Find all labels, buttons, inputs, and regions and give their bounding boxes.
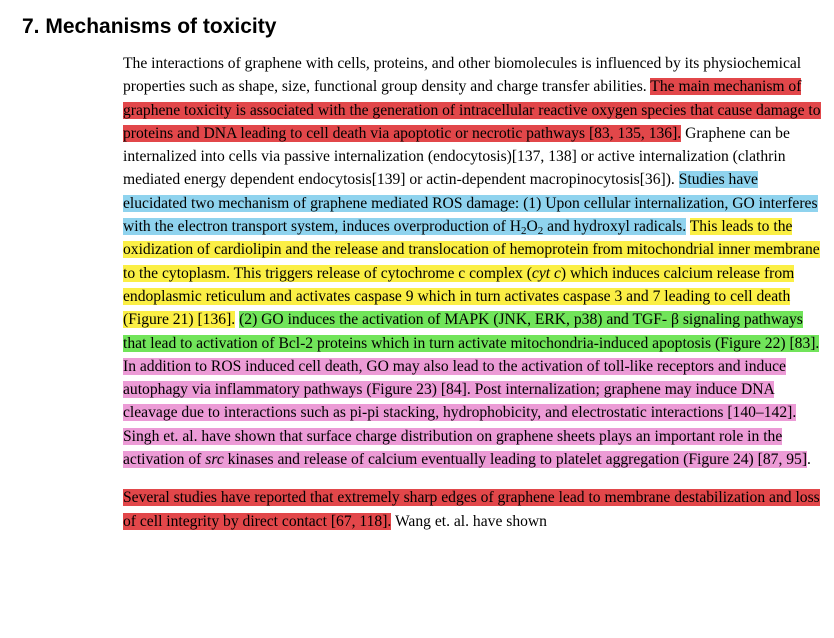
sentence-wang: Wang et. al. have shown bbox=[391, 512, 547, 530]
text-fragment: ) which induces calcium release from endoplasmic reticulum and activates caspase 9 which in turn activates caspase 3 and 7 leading to cell death (Figure 21) [136]. bbox=[123, 264, 795, 329]
highlight-red-ros-mechanism: The main mechanism of graphene toxicity is associated with the generation of intracellular reactive oxygen species that cause damage to proteins and DNA leading to cell death via apoptotic or necrotic pathways [83, 135, 136]. bbox=[123, 78, 821, 142]
sentence-internalization: Graphene can be internalized into cells via passive internalization (endocytosis)[137, 138] or active internalization (clathrin mediated energy dependent endocytosis[139] or actin-dependent macropinocytosis[36]). bbox=[123, 124, 790, 189]
sentence-end: . bbox=[807, 451, 811, 469]
highlight-red-sharp-edges: Several studies have reported that extremely sharp edges of graphene lead to membrane destabilization and loss of cell integrity by direct contact [67, 118]. bbox=[123, 489, 820, 530]
sentence-properties: The interactions of graphene with cells, proteins, and other biomolecules is influenced by its physiochemical properties such as shape, size, functional group density and charge transfer abilities. bbox=[123, 55, 802, 96]
text-fragment: Studies have elucidated two mechanism of graphene mediated ROS damage: (1) Upon cellular internalization, GO interferes with the electron transport system, induces overproduction of H bbox=[123, 171, 818, 236]
text-fragment: and hydroxyl radicals. bbox=[543, 218, 687, 236]
italic-term: src bbox=[205, 451, 224, 469]
text-fragment: kinases and release of calcium eventually leading to platelet aggregation (Figure 24) [87, 95] bbox=[223, 451, 808, 469]
text-fragment: This leads to the oxidization of cardiolipin and the release and translocation of hemoprotein from mitochondrial inner membrane to the cytoplasm. This triggers release of cytochrome c complex ( bbox=[123, 218, 820, 282]
highlight-green-mapk: (2) GO induces the activation of MAPK (JNK, ERK, p38) and TGF- β signaling pathways that lead to activation of Bcl-2 proteins which in turn activate mitochondria-induced apoptosis (Figure 22) [83]. bbox=[123, 311, 820, 352]
subscript: 2 bbox=[537, 225, 544, 238]
text-fragment: O bbox=[526, 218, 538, 236]
paragraph-1 bbox=[123, 52, 823, 471]
section-body bbox=[123, 52, 823, 533]
subscript: 2 bbox=[520, 225, 527, 238]
highlight-pink-autophagy bbox=[123, 358, 807, 468]
text-fragment: In addition to ROS induced cell death, GO may also lead to the activation of toll-like receptors and induce autophagy via inflammatory pathways (Figure 23) [84]. Post internalization; graphene may induce DNA cleavage due to interactions such as pi-pi stacking, hydrophobicity, and electrostatic interactions [140–142]. Singh et. al. have shown that surface charge distribution on graphene sheets plays an important role in the activation of bbox=[123, 357, 797, 469]
paragraph-2 bbox=[123, 486, 823, 533]
italic-term: cyt c bbox=[531, 264, 561, 282]
section-heading: 7. Mechanisms of toxicity bbox=[22, 15, 277, 38]
